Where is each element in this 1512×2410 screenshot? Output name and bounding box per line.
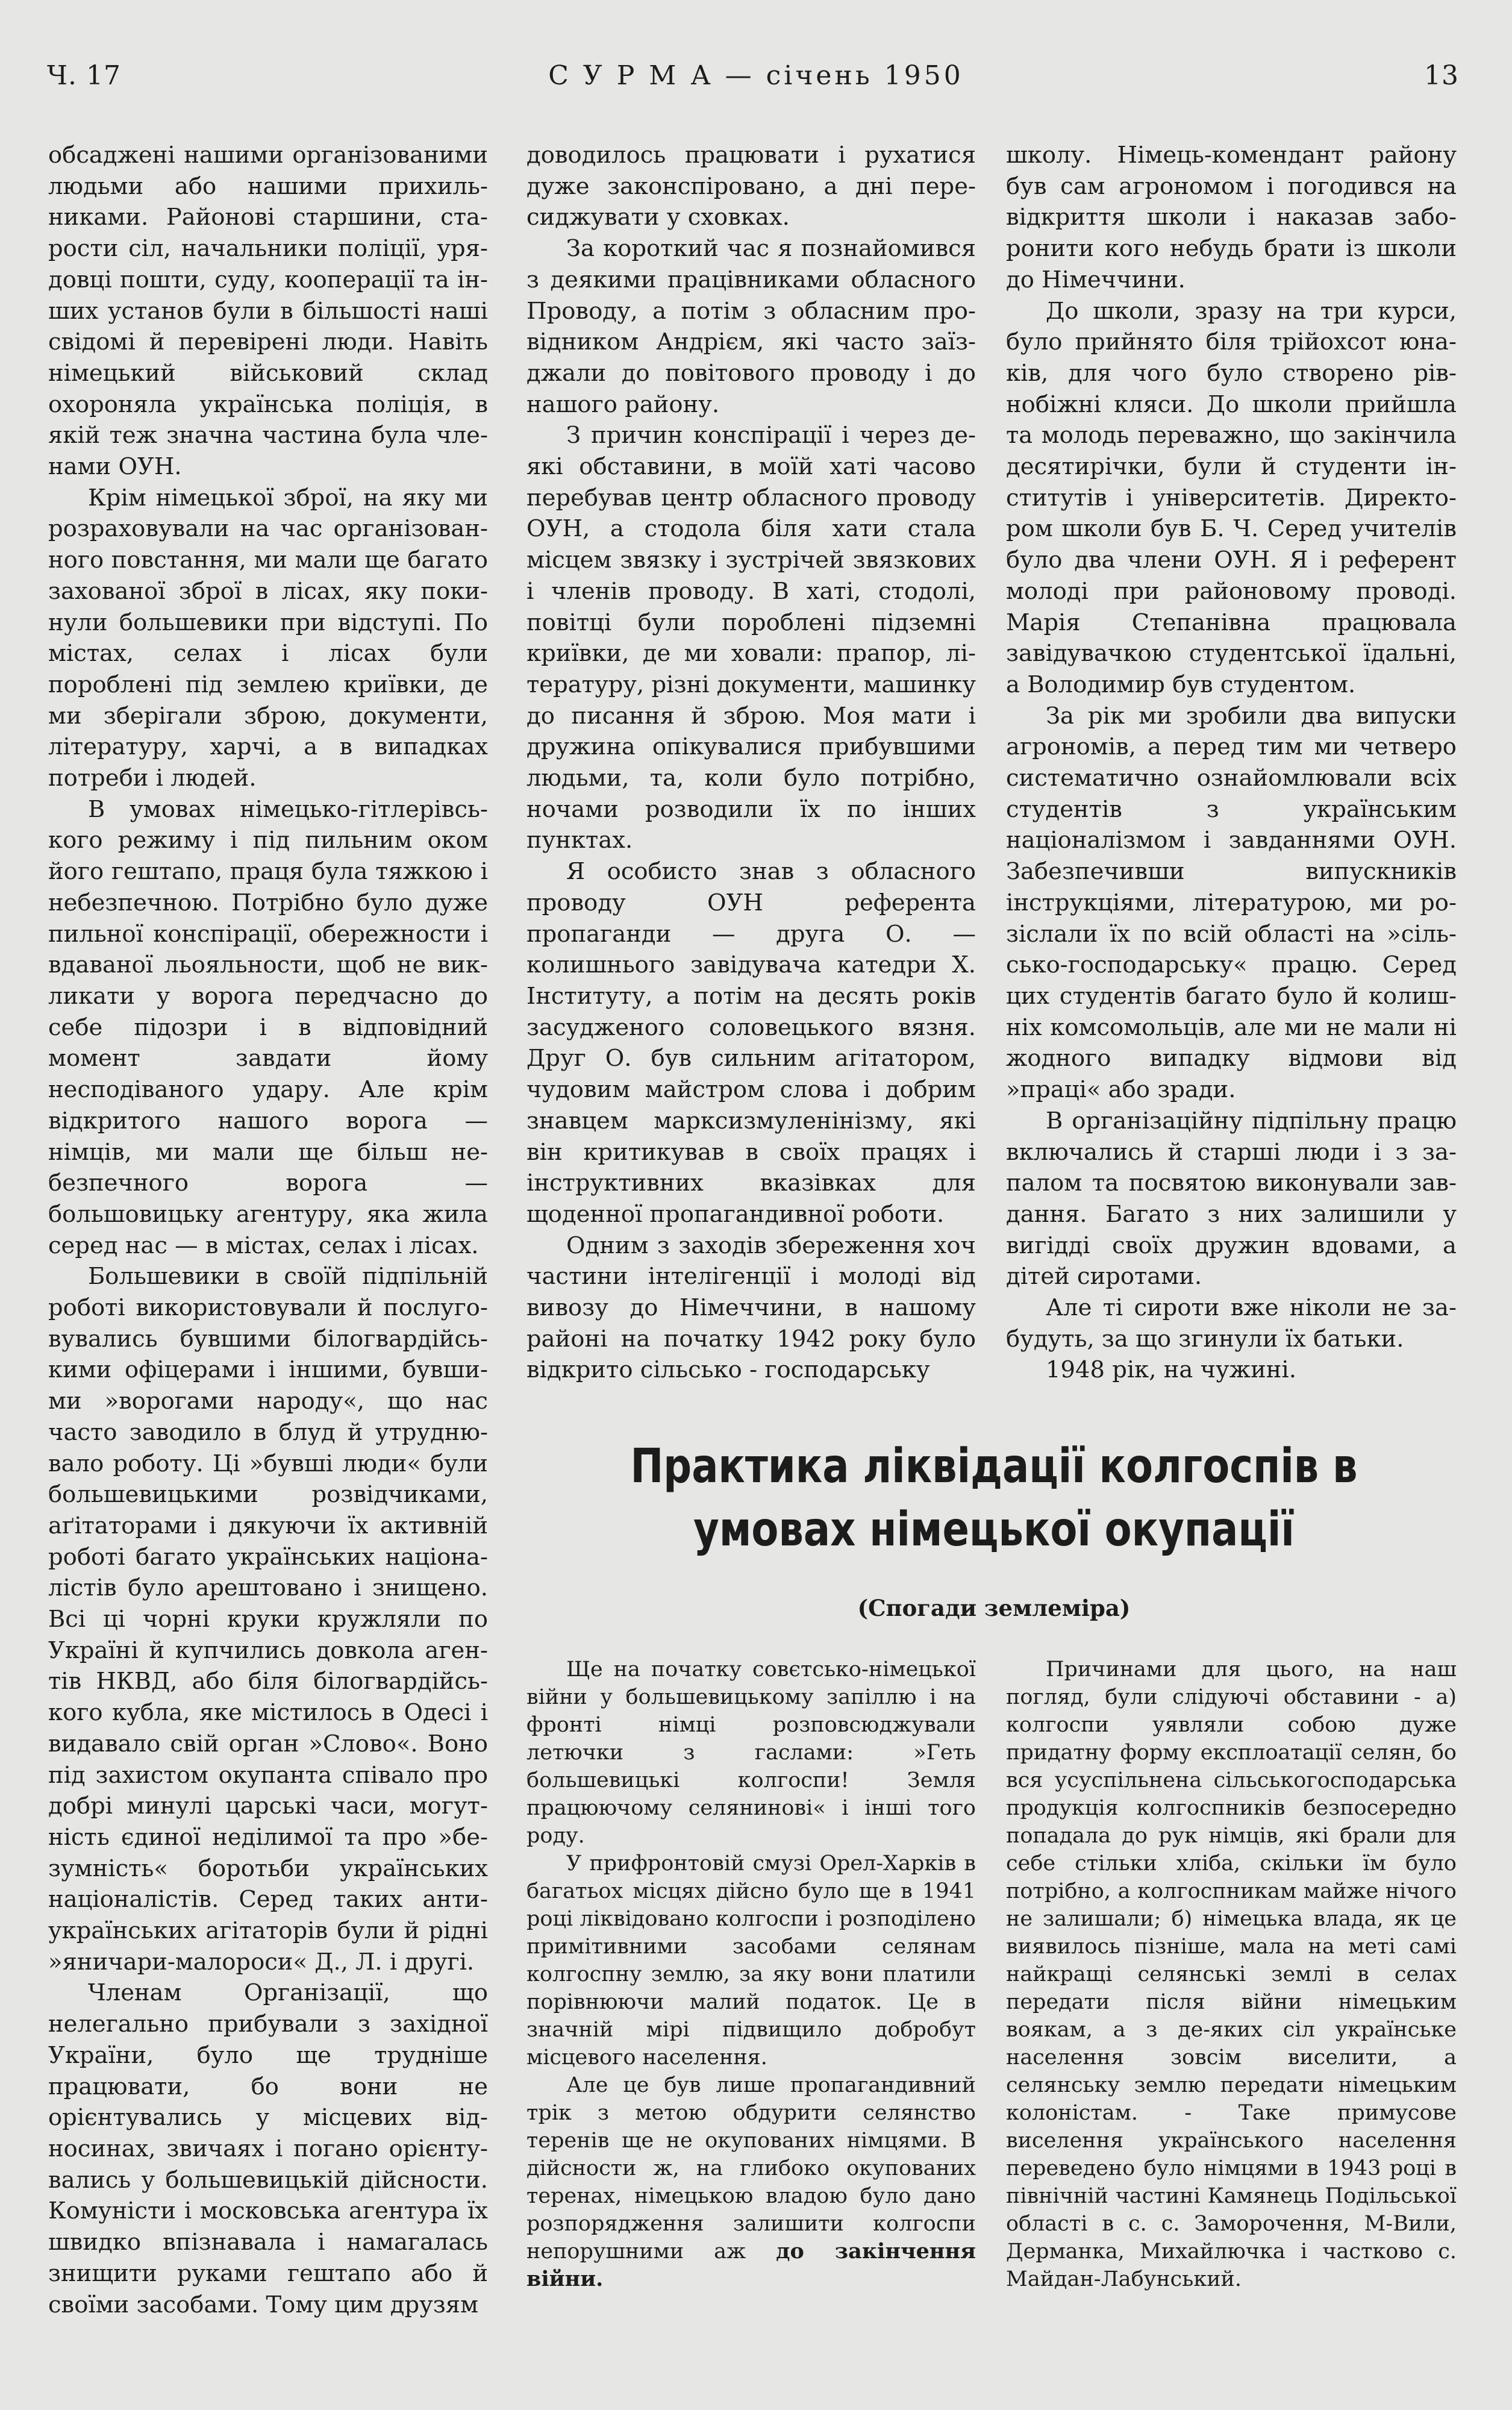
paragraph: школу. Німець-комендант району був сам агрономом і погодився на відкриття школи і наказав заборонити кого небудь брати із школи до Німеччини. [1006, 142, 1457, 293]
article-subtitle: (Спогади землеміра) [857, 1595, 1131, 1621]
article-column-3 [1006, 140, 1457, 1386]
article-column-1 [48, 140, 488, 2320]
newspaper-masthead: С У Р М А — січень 1950 [548, 60, 964, 91]
paragraph: З причин конспірації і через деякі обставини, в моїй хаті часово перебував центр обласного проводу ОУН, а стодола біля хати стала місцем звязку і зустрічей звязкових і членів проводу. В хаті, стодолі, повітці були пороблені підземні криївки, де ми ховали: прапор, літературу, різні документи, машинку до писання й зброю. Моя мати і дружина опікувалися прибувшими людьми, та, коли було потрібно, ночами розводили їх по інших пунктах. [526, 422, 976, 854]
paragraph: Я особисто знав з обласного проводу ОУН референта пропаганди — друга О. — колишнього завідувача катедри Х. Інституту, а потім на десять років засудженого соловецького вязня. Друг О. був сильним агітатором, чудовим майстром слова і добрим знавцем марксизмуленінізму, які він критикував в своїх працях і інструктивних вказівках для щоденної пропагандивної роботи. [526, 858, 976, 1228]
paragraph: За рік ми зробили два випуски агрономів, а перед тим ми четверо систематично ознайомлювали всіх студентів з українським націоналізмом і завданнями ОУН. Забезпечивши випускників інструкціями, літературою, ми розіслали їх по всій області на »сільсько-господарську« працю. Серед цих студентів багато було й колишніх комсомольців, але ми не мали ні жодного випадку відмови від »праці« або зради. [1006, 702, 1457, 1104]
article-dateline: 1948 рік, на чужині. [1046, 1356, 1296, 1384]
page-issue-number: Ч. 17 [47, 60, 121, 91]
emphasized-text: до закінчення війни. [526, 2239, 976, 2291]
paragraph: Причинами для цього, на наш погляд, були слідуючі обставини - а) колгоспи уявляли собою дуже придатну форму експлоатації селян, бо вся усуспільнена сільськогосподарська продукція колгоспників безпосередно попадала до рук німців, які брали для себе стільки хліба, скільки їм було потрібно, а колгоспникам майже нічого не залишали; б) німецька влада, як це виявилось пізніше, мала на меті самі найкращі селянські землі в селах передати після війни німецьким воякам, а з де-яких сіл українське населення зовсім виселити, а селянську землю передати німецьким колоністам. - Таке примусове виселення українського населення переведено було німцями в 1943 році в північній частині Камянець Подільської області в с. с. Заморочення, М-Вили, Дерманка, Михайлючка і частково с. Майдан-Лабунський. [1006, 1657, 1457, 2291]
paragraph: У прифронтовій смузі Орел-Харків в багатьох місцях дійсно було ще в 1941 році ліквідовано колгоспи і розподілено примітивними засобами селянам колгоспну землю, за яку вони платили порівнюючи малий податок. Це в значній мірі підвищило добробут місцевого населення. [526, 1851, 976, 2070]
article2-column-1 [526, 1656, 976, 2293]
article-column-2 [526, 140, 976, 1386]
paragraph: Ще на початку совєтсько-німецької війни у большевицькому запіллю і на фронті німці розповсюджували летючки з гаслами: »Геть большевицькі колгоспи! Земля працюючому селянинові« і інші того роду. [526, 1657, 976, 1848]
paragraph: Одним з заходів збереження хоч частини інтелігенції і молоді від вивозу до Німеччини, в нашому районі на початку 1942 року було відкрито сільсько - господарську [526, 1232, 976, 1384]
paragraph: доводилось працювати і рухатися дуже законспіровано, а дні пересиджувати у сховках. [526, 142, 976, 231]
paragraph: Крім німецької зброї, на яку ми розраховували на час організованного повстання, ми мали ще багато захованої зброї в лісах, яку покинули большевики при відступі. По містах, селах і лісах були пороблені під землею криївки, де ми зберігали зброю, документи, літературу, харчі, а в випадках потреби і людей. [48, 484, 488, 792]
paragraph: За короткий час я познайомився з деякими працівниками обласного Проводу, а потім з обласним провідником Андрієм, які часто заїзджали до повітового проводу і до нашого району. [526, 235, 976, 418]
paragraph: В умовах німецько-гітлерівського режиму і під пильним оком його гештапо, праця була тяжкою і небезпечною. Потрібно було дуже пильної конспірації, обережности і вдаваної льояльности, щоб не викликати у ворога передчасно до себе підозри і в відповідний момент завдати йому несподіваного удару. Але крім відкритого нашого ворога — німців, ми мали ще більш небезпечного ворога — большовицьку агентуру, яка жила серед нас — в містах, селах і лісах. [48, 795, 488, 1259]
paragraph: обсаджені нашими організованими людьми або нашими прихильниками. Районові старшини, старости сіл, начальники поліції, урядовці пошти, суду, кооперації та інших установ були в більшості наші свідомі й перевірені люди. Навіть німецький військовий склад охороняла українська поліція, в якій теж значна частина була членами ОУН. [48, 142, 488, 481]
paragraph [526, 2071, 976, 2293]
article2-column-2 [1006, 1656, 1457, 2293]
paragraph: Але ті сироти вже ніколи не забудуть, за що згинули їх батьки. [1006, 1294, 1457, 1353]
paragraph: Членам Організації, що нелегально прибували з західної України, було ще трудніше працювати, бо вони не орієнтувались у місцевих відносинах, звичаях і погано орієнтувались у большевицькій дійсности. Комуністи і московська агентура їх швидко впізнавала і намагалась знищити руками гештапо або й своїми засобами. Тому цим друзям [48, 1979, 488, 2318]
paragraph-text: Але це був лише пропагандивний трік з метою обдурити селянство теренів ще не окупованих німцями. В дійсности ж, на глибоко окупованих теренах, німецькою владою було дано розпорядження залишити колгоспи непорушними аж [526, 2073, 976, 2264]
article-title: Практика ліквідації колгоспів в умовах німецької окупації [630, 1439, 1358, 1557]
page-number: 13 [1424, 60, 1459, 91]
paragraph: Большевики в своїй підпільній роботі використовували й послуговувались бувшими білогвардійськими офіцерами і іншими, бувшими »ворогами народу«, що нас часто заводило в блуд й утруднювало роботу. Ці »бувші люди« були большевицькими розвідчиками, аґітаторами і дякуючи їх активній роботі багато українських націоналістів було арештовано і знищено. Всі ці чорні круки кружляли по Україні й купчились довкола агентів НКВД, або біля білогвардійського кубла, яке містилось в Одесі і видавало свій орган »Слово«. Воно під захистом окупанта співало про добрі минулі царські часи, могутність єдиної неділимої та про »безумність« боротьби українських націоналістів. Серед таких антиукраїнських агітаторів були й рідні »яничари-малороси« Д., Л. і другі. [48, 1263, 488, 1976]
paragraph: В організаційну підпільну працю включались й старші люди і з запалом та посвятою виконували завдання. Багато з них залишили у вигідді своїх дружин вдовами, а дітей сиротами. [1006, 1107, 1457, 1291]
paragraph: До школи, зразу на три курси, було прийнято біля трійохсот юнаків, для чого було створено рівнобіжні кляси. До школи прийшла та молодь переважно, що закінчила десятирічки, були й студенти інститутів і університетів. Директором школи був Б. Ч. Серед учителів було два члени ОУН. Я і референт молоді при районовому проводі. Марія Степанівна працювала завідувачкою студентської їдальні, а Володимир був студентом. [1006, 297, 1457, 698]
